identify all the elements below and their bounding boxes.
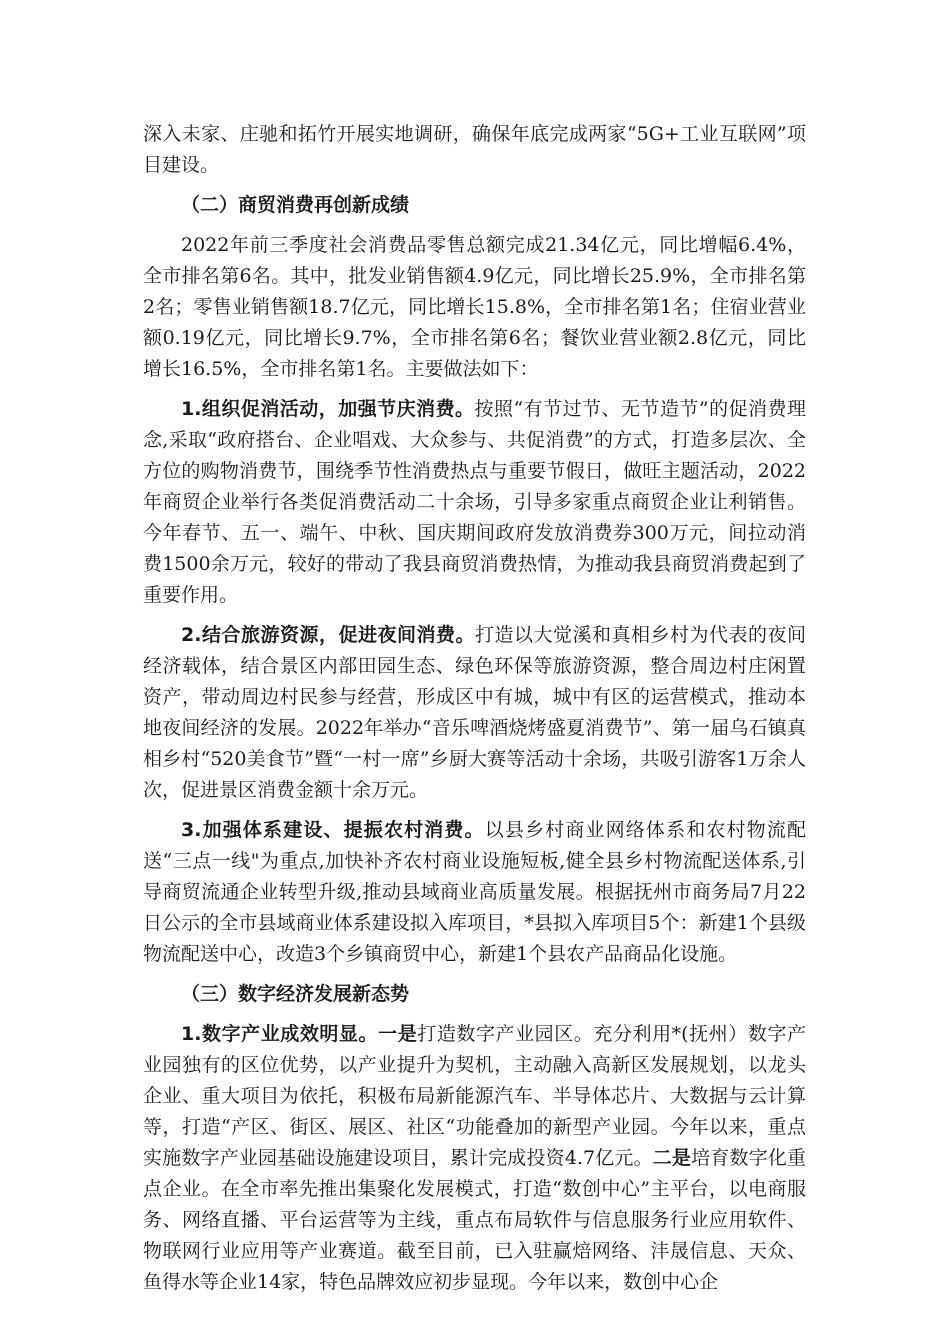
commerce-item-3-body: 以县乡村商业网络体系和农村物流配送“三点一线"为重点,加快补齐农村商业设施短板,健全县乡村物流配送体系,引导商贸流通企业转型升级,推动县域商业高质量发展。根据抚州市商务局7月22日公示的全市县域商业体系建设拟入库项目，*县拟入库项目5个：新建1个县级物流配送中心，改造3个乡镇商贸中心，新建1个县农产品商品化设施。 [143,819,806,965]
commerce-item-2-body: 打造以大觉溪和真相乡村为代表的夜间经济载体，结合景区内部田园生态、绿色环保等旅游资源，整合周边村庄闲置资产，带动周边村民参与经营，形成区中有城，城中有区的运营模式，推动本地夜间经济的发展。2022年举办“音乐啤酒烧烤盛夏消费节”、第一届乌石镇真相乡村“520美食节”暨“一村一席”乡厨大赛等活动十余场，共吸引游客1万余人次，促进景区消费金额十余万元。 [143,624,806,801]
digital-item-1 [143,1019,806,1298]
commerce-item-3-lead: 3.加强体系建设、提振农村消费。 [181,819,485,841]
digital-item-1-part2-body: 培育数字化重点企业。在全市率先推出集聚化发展模式，打造“数创中心”主平台，以电商服务、网络直播、平台运营等为主线，重点布局软件与信息服务行业应用软件、物联网行业应用等产业赛道。截至目前，已入驻赢焙网络、沣晟信息、天众、鱼得水等企业14家，特色品牌效应初步显现。今年以来，数创中心企 [143,1147,806,1293]
commerce-intro-paragraph: 2022年前三季度社会消费品零售总额完成21.34亿元，同比增幅6.4%，全市排名第6名。其中，批发业销售额4.9亿元，同比增长25.9%，全市排名第2名；零售业销售额18.7亿元，同比增长15.8%，全市排名第1名；住宿业营业额0.19亿元，同比增长9.7%，全市排名第6名；餐饮业营业额2.8亿元，同比增长16.5%，全市排名第1名。主要做法如下： [143,234,806,380]
digital-item-1-part2-label: 二是 [652,1147,692,1169]
section-heading-commerce: （二）商贸消费再创新成绩 [181,194,410,216]
commerce-item-3 [143,815,806,970]
document-body [143,119,806,1298]
section-heading-digital-economy: （三）数字经济发展新态势 [181,983,410,1005]
commerce-item-1-lead: 1.组织促消活动，加强节庆消费。 [181,398,475,420]
commerce-item-2-lead: 2.结合旅游资源，促进夜间消费。 [181,624,475,646]
continuation-paragraph: 深入未家、庄驰和拓竹开展实地调研，确保年底完成两家“5G+工业互联网”项目建设。 [143,123,806,176]
commerce-item-1 [143,394,806,611]
digital-item-1-part1-label: 一是 [378,1023,418,1045]
digital-item-1-lead: 1.数字产业成效明显。 [181,1023,379,1045]
digital-item-1-part1-body: 打造数字产业园区。充分利用*(抚州）数字产业园独有的区位优势，以产业提升为契机，主动融入高新区发展规划，以龙头企业、重大项目为依托，积极布局新能源汽车、半导体芯片、大数据与云计算等，打造“产区、街区、展区、社区“功能叠加的新型产业园。今年以来，重点实施数字产业园基础设施建设项目，累计完成投资4.7亿元。 [143,1023,806,1169]
commerce-item-1-body: 按照“有节过节、无节造节”的促消费理念,采取“政府搭台、企业唱戏、大众参与、共促消费”的方式，打造多层次、全方位的购物消费节，围绕季节性消费热点与重要节假日，做旺主题活动，2022年商贸企业举行各类促消费活动二十余场，引导多家重点商贸企业让利销售。今年春节、五一、端午、中秋、国庆期间政府发放消费券300万元，间拉动消费1500余万元，较好的带动了我县商贸消费热情，为推动我县商贸消费起到了重要作用。 [143,398,806,606]
commerce-item-2 [143,620,806,806]
